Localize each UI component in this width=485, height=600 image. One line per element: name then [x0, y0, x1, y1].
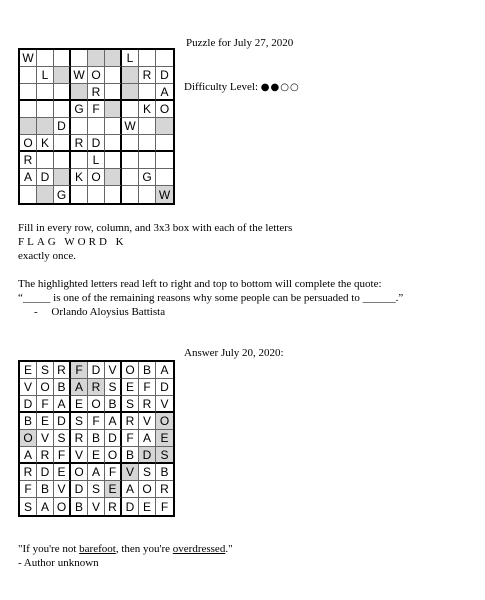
- answer-cell: V: [139, 413, 156, 430]
- instruction-line1: Fill in every row, column, and 3x3 box with each of the letters: [18, 222, 293, 234]
- answer-quote-word1: barefoot: [79, 543, 116, 555]
- answer-cell: A: [71, 379, 88, 396]
- answer-quote-word2: overdressed: [172, 543, 226, 555]
- puzzle-cell: [37, 50, 54, 67]
- puzzle-cell: [88, 186, 105, 203]
- difficulty-dots: ●●○○: [260, 82, 300, 93]
- answer-cell: F: [71, 362, 88, 379]
- answer-cell: F: [88, 413, 105, 430]
- puzzle-cell: [105, 169, 122, 186]
- puzzle-cell: [105, 101, 122, 118]
- quote-intro: The highlighted letters read left to right and top to bottom will complete the quote:: [18, 278, 382, 290]
- puzzle-cell: [54, 50, 71, 67]
- answer-cell: R: [139, 396, 156, 413]
- answer-cell: B: [156, 464, 173, 481]
- answer-cell: R: [37, 447, 54, 464]
- answer-cell: O: [54, 498, 71, 515]
- puzzle-cell: [139, 118, 156, 135]
- answer-cell: D: [139, 447, 156, 464]
- puzzle-cell: W: [122, 118, 139, 135]
- answer-cell: F: [160, 499, 169, 514]
- puzzle-cell: R: [20, 152, 37, 169]
- answer-cell: S: [88, 481, 105, 498]
- puzzle-cell: [20, 118, 37, 135]
- puzzle-cell: [139, 135, 156, 152]
- puzzle-cell: [156, 118, 173, 135]
- answer-cell: B: [88, 430, 105, 447]
- answer-cell: V: [105, 362, 122, 379]
- difficulty-label: Difficulty Level:: [184, 81, 259, 93]
- answer-cell: E: [37, 413, 54, 430]
- puzzle-cell: K: [139, 101, 156, 118]
- puzzle-cell: [54, 135, 71, 152]
- puzzle-cell: D: [37, 169, 54, 186]
- puzzle-cell: L: [122, 50, 139, 67]
- answer-cell: V: [20, 379, 37, 396]
- puzzle-cell: R: [88, 84, 105, 101]
- answer-cell: D: [37, 464, 54, 481]
- answer-cell: A: [54, 396, 71, 413]
- puzzle-cell: [105, 152, 122, 169]
- instruction-line3: exactly once.: [18, 250, 77, 262]
- answer-grid: [18, 360, 175, 517]
- answer-cell: S: [71, 413, 88, 430]
- puzzle-cell: [71, 84, 88, 101]
- puzzle-cell: L: [37, 67, 54, 84]
- puzzle-cell: [156, 135, 173, 152]
- answer-cell: V: [122, 464, 139, 481]
- puzzle-cell: K: [71, 169, 88, 186]
- answer-cell: R: [20, 464, 37, 481]
- puzzle-cell: [71, 186, 88, 203]
- answer-cell: F: [20, 481, 37, 498]
- answer-cell: D: [156, 379, 173, 396]
- puzzle-cell: [105, 135, 122, 152]
- answer-cell: F: [37, 396, 54, 413]
- answer-cell: V: [71, 447, 88, 464]
- puzzle-cell: D: [156, 67, 173, 84]
- puzzle-cell: [37, 118, 54, 135]
- puzzle-cell: [20, 84, 37, 101]
- answer-cell: R: [105, 498, 122, 515]
- puzzle-cell: [156, 152, 173, 169]
- answer-cell: F: [139, 379, 156, 396]
- puzzle-cell: [71, 118, 88, 135]
- answer-cell: S: [105, 379, 122, 396]
- puzzle-cell: [20, 186, 37, 203]
- answer-cell: E: [139, 498, 156, 515]
- puzzle-cell: [156, 50, 173, 67]
- answer-cell: S: [139, 464, 156, 481]
- answer-cell: B: [122, 447, 139, 464]
- answer-cell: R: [156, 481, 173, 498]
- puzzle-cell: O: [156, 101, 173, 118]
- puzzle-cell: [122, 84, 139, 101]
- answer-cell: A: [105, 413, 122, 430]
- answer-quote-mid: , then you're: [115, 543, 173, 555]
- puzzle-title: Puzzle for July 27, 2020: [186, 37, 294, 49]
- puzzle-cell: [105, 50, 122, 67]
- answer-cell: E: [54, 464, 71, 481]
- answer-cell: B: [105, 396, 122, 413]
- puzzle-cell: [54, 169, 71, 186]
- answer-cell: B: [20, 413, 37, 430]
- puzzle-cell: [139, 186, 156, 203]
- puzzle-cell: [139, 50, 156, 67]
- puzzle-cell: W: [156, 186, 173, 203]
- answer-attribution: - Author unknown: [18, 557, 99, 569]
- puzzle-cell: [122, 101, 139, 118]
- answer-cell: R: [122, 413, 139, 430]
- puzzle-cell: O: [88, 169, 105, 186]
- answer-cell: V: [88, 498, 105, 515]
- difficulty: [184, 80, 300, 95]
- answer-cell: A: [156, 362, 173, 379]
- puzzle-cell: [37, 84, 54, 101]
- puzzle-cell: [139, 84, 156, 101]
- puzzle-cell: G: [139, 169, 156, 186]
- puzzle-cell: R: [71, 135, 88, 152]
- answer-cell: E: [88, 447, 105, 464]
- puzzle-cell: [105, 67, 122, 84]
- puzzle-cell: [105, 186, 122, 203]
- puzzle-cell: O: [88, 67, 105, 84]
- answer-cell: O: [139, 481, 156, 498]
- answer-cell: S: [37, 362, 54, 379]
- puzzle-cell: [37, 152, 54, 169]
- answer-cell: D: [88, 362, 105, 379]
- answer-quote-open: "If you're not: [18, 543, 80, 555]
- puzzle-cell: [122, 135, 139, 152]
- puzzle-cell: [88, 118, 105, 135]
- answer-cell: D: [122, 498, 139, 515]
- answer-cell: S: [20, 498, 37, 515]
- answer-cell: B: [139, 362, 156, 379]
- answer-cell: F: [54, 447, 71, 464]
- puzzle-cell: [71, 50, 88, 67]
- puzzle-cell: [71, 152, 88, 169]
- puzzle-cell: [20, 101, 37, 118]
- quote-text: “_____ is one of the remaining reasons why some people can be persuaded to ______.”: [18, 292, 404, 304]
- answer-cell: A: [139, 430, 156, 447]
- puzzle-cell: A: [156, 84, 173, 101]
- answer-cell: F: [105, 464, 122, 481]
- puzzle-cell: D: [88, 135, 105, 152]
- puzzle-cell: [88, 50, 105, 67]
- answer-cell: O: [71, 464, 88, 481]
- puzzle-cell: W: [71, 67, 88, 84]
- answer-cell: D: [20, 396, 37, 413]
- answer-cell: O: [156, 413, 173, 430]
- answer-cell: B: [54, 379, 71, 396]
- answer-cell: R: [54, 362, 71, 379]
- puzzle-cell: [122, 169, 139, 186]
- answer-cell: R: [88, 379, 105, 396]
- puzzle-cell: [37, 186, 54, 203]
- answer-cell: B: [37, 481, 54, 498]
- puzzle-cell: [37, 101, 54, 118]
- puzzle-cell: [139, 152, 156, 169]
- quote-attribution: - Orlando Aloysius Battista: [34, 306, 166, 318]
- puzzle-cell: O: [20, 135, 37, 152]
- puzzle-cell: [156, 169, 173, 186]
- puzzle-cell: [54, 67, 71, 84]
- answer-cell: V: [54, 481, 71, 498]
- answer-cell: O: [20, 430, 37, 447]
- answer-quote: [18, 542, 233, 556]
- answer-cell: E: [71, 396, 88, 413]
- instruction-letters: FLAG WORD K: [18, 236, 127, 248]
- puzzle-cell: [54, 152, 71, 169]
- answer-title: Answer July 20, 2020:: [184, 347, 284, 359]
- answer-cell: S: [54, 430, 71, 447]
- answer-cell: A: [20, 447, 37, 464]
- puzzle-cell: [54, 101, 71, 118]
- answer-cell: E: [105, 481, 122, 498]
- puzzle-cell: [20, 67, 37, 84]
- puzzle-cell: [122, 186, 139, 203]
- answer-cell: D: [71, 481, 88, 498]
- answer-quote-close: .": [225, 543, 233, 555]
- puzzle-cell: R: [139, 67, 156, 84]
- puzzle-cell: [122, 152, 139, 169]
- answer-cell: A: [122, 481, 139, 498]
- answer-cell: E: [20, 362, 37, 379]
- answer-cell: B: [71, 498, 88, 515]
- answer-cell: O: [88, 396, 105, 413]
- puzzle-grid: [18, 48, 175, 205]
- puzzle-cell: W: [20, 50, 37, 67]
- answer-cell: V: [37, 430, 54, 447]
- answer-cell: S: [156, 447, 173, 464]
- answer-cell: O: [105, 447, 122, 464]
- puzzle-cell: D: [54, 118, 71, 135]
- answer-cell: R: [71, 430, 88, 447]
- puzzle-cell: G: [71, 101, 88, 118]
- puzzle-cell: K: [37, 135, 54, 152]
- answer-cell: E: [156, 430, 173, 447]
- puzzle-cell: L: [88, 152, 105, 169]
- answer-cell: D: [105, 430, 122, 447]
- answer-cell: E: [122, 379, 139, 396]
- puzzle-cell: [105, 84, 122, 101]
- answer-cell: V: [156, 396, 173, 413]
- answer-cell: A: [88, 464, 105, 481]
- puzzle-cell: G: [54, 186, 71, 203]
- answer-cell: F: [122, 430, 139, 447]
- puzzle-cell: [105, 118, 122, 135]
- answer-cell: O: [122, 362, 139, 379]
- puzzle-cell: [122, 67, 139, 84]
- puzzle-cell: A: [20, 169, 37, 186]
- answer-cell: S: [122, 396, 139, 413]
- answer-cell: O: [37, 379, 54, 396]
- answer-cell: A: [37, 498, 54, 515]
- puzzle-cell: [54, 84, 71, 101]
- answer-cell: D: [54, 413, 71, 430]
- puzzle-cell: F: [88, 101, 105, 118]
